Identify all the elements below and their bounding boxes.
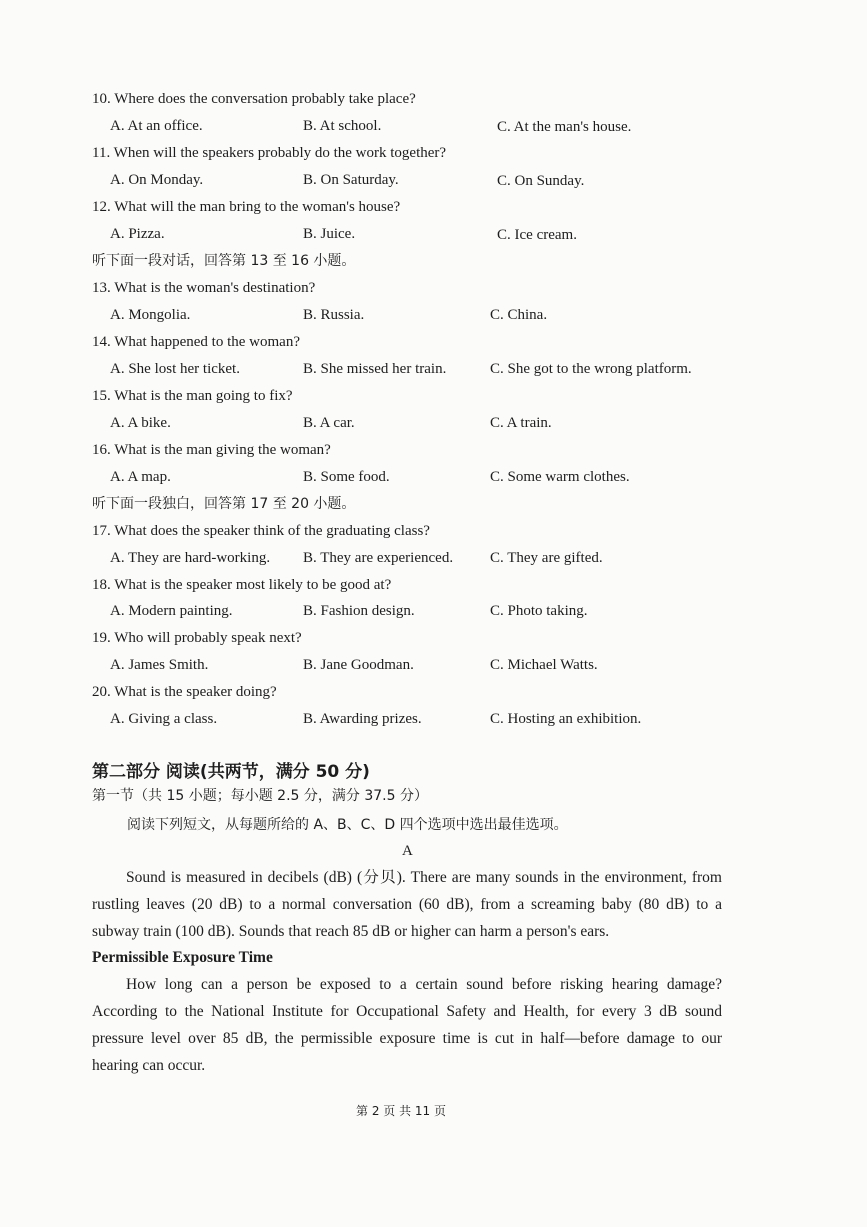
instruction-13-16: 听下面一段对话，回答第 13 至 16 小题。 bbox=[92, 253, 356, 269]
passage-label: A bbox=[402, 843, 413, 859]
option-19-c: C. Michael Watts. bbox=[490, 657, 598, 673]
option-11-b: B. On Saturday. bbox=[303, 172, 399, 188]
option-20-a: A. Giving a class. bbox=[110, 711, 218, 727]
option-18-a: A. Modern painting. bbox=[110, 603, 233, 619]
part2-title: 第二部分 阅读(共两节，满分 50 分) bbox=[92, 762, 370, 782]
question-14: 14. What happened to the woman? bbox=[92, 334, 300, 350]
option-19-b: B. Jane Goodman. bbox=[303, 657, 414, 673]
option-17-c: C. They are gifted. bbox=[490, 550, 603, 566]
option-16-a: A. A map. bbox=[110, 469, 171, 485]
option-16-b: B. Some food. bbox=[303, 469, 390, 485]
question-20: 20. What is the speaker doing? bbox=[92, 684, 277, 700]
option-18-b: B. Fashion design. bbox=[303, 603, 415, 619]
option-10-b: B. At school. bbox=[303, 118, 382, 134]
option-14-c: C. She got to the wrong platform. bbox=[490, 361, 692, 377]
option-18-c: C. Photo taking. bbox=[490, 603, 588, 619]
question-15: 15. What is the man going to fix? bbox=[92, 388, 293, 404]
section1-title: 第一节（共 15 小题；每小题 2.5 分，满分 37.5 分） bbox=[92, 788, 428, 804]
question-12: 12. What will the man bring to the woman's house? bbox=[92, 199, 401, 215]
option-14-b: B. She missed her train. bbox=[303, 361, 447, 377]
option-20-c: C. Hosting an exhibition. bbox=[490, 711, 642, 727]
question-16: 16. What is the man giving the woman? bbox=[92, 442, 331, 458]
option-20-b: B. Awarding prizes. bbox=[303, 711, 422, 727]
reading-directions: 阅读下列短文，从每题所给的 A、B、C、D 四个选项中选出最佳选项。 bbox=[127, 817, 568, 833]
question-17: 17. What does the speaker think of the graduating class? bbox=[92, 523, 430, 539]
question-10: 10. Where does the conversation probably take place? bbox=[92, 91, 416, 107]
option-15-a: A. A bike. bbox=[110, 415, 171, 431]
option-15-b: B. A car. bbox=[303, 415, 355, 431]
option-19-a: A. James Smith. bbox=[110, 657, 209, 673]
option-11-a: A. On Monday. bbox=[110, 172, 204, 188]
option-11-c: C. On Sunday. bbox=[497, 173, 585, 189]
option-17-b: B. They are experienced. bbox=[303, 550, 454, 566]
option-16-c: C. Some warm clothes. bbox=[490, 469, 630, 485]
option-17-a: A. They are hard-working. bbox=[110, 550, 271, 566]
question-19: 19. Who will probably speak next? bbox=[92, 630, 302, 646]
option-13-b: B. Russia. bbox=[303, 307, 365, 323]
option-10-a: A. At an office. bbox=[110, 118, 203, 134]
option-14-a: A. She lost her ticket. bbox=[110, 361, 240, 377]
option-12-b: B. Juice. bbox=[303, 226, 356, 242]
instruction-17-20: 听下面一段独白，回答第 17 至 20 小题。 bbox=[92, 496, 356, 512]
option-12-c: C. Ice cream. bbox=[497, 227, 577, 243]
question-18: 18. What is the speaker most likely to be good at? bbox=[92, 577, 392, 593]
passage-paragraph-2: How long can a person be exposed to a certain sound before risking hearing damage? According to the National Institute for Occupational Safety and Health, for every 3 dB sound pressure level over 85 dB, the permissible exposure time is cut in half—before damage to our hearing can occur. bbox=[92, 976, 722, 1074]
option-15-c: C. A train. bbox=[490, 415, 552, 431]
option-10-c: C. At the man's house. bbox=[497, 119, 632, 135]
question-13: 13. What is the woman's destination? bbox=[92, 280, 316, 296]
passage-heading: Permissible Exposure Time bbox=[92, 949, 273, 966]
question-11: 11. When will the speakers probably do the work together? bbox=[92, 145, 447, 161]
page-footer: 第 2 页 共 11 页 bbox=[356, 1104, 446, 1118]
option-12-a: A. Pizza. bbox=[110, 226, 165, 242]
passage-paragraph-1: Sound is measured in decibels (dB) (分贝). There are many sounds in the environment, from rustling leaves (20 dB) to a normal conversation (60 dB), from a screaming baby (80 dB) to a subway train (100 dB). Sounds that reach 85 dB or higher can harm a person's ears. bbox=[92, 869, 722, 940]
option-13-c: C. China. bbox=[490, 307, 548, 323]
option-13-a: A. Mongolia. bbox=[110, 307, 191, 323]
